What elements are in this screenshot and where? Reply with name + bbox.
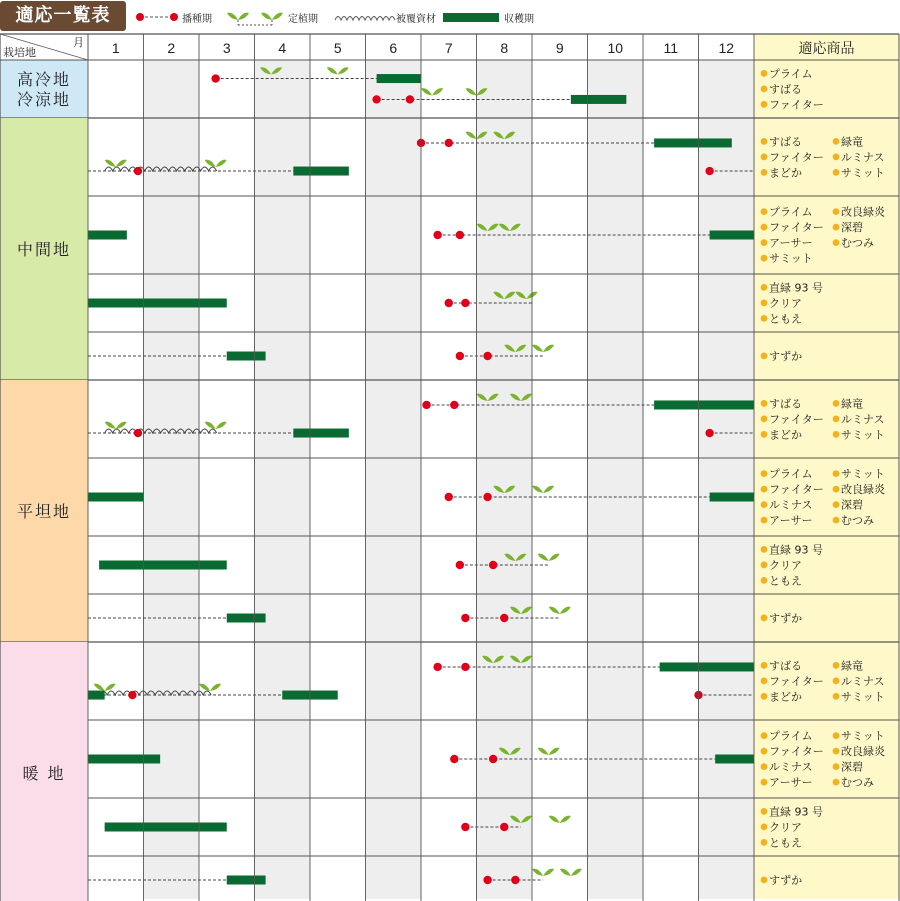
- harvest-bar: [88, 755, 160, 764]
- seedling-icon: [538, 748, 560, 755]
- product-bullet: [761, 808, 768, 815]
- product-bullet: [761, 614, 768, 621]
- product-name: まどか: [769, 166, 802, 180]
- seedling-leaves: [560, 869, 582, 876]
- month-shade-col: [477, 60, 533, 899]
- header-col-label: 月: [73, 36, 84, 49]
- product-bullet: [761, 299, 768, 306]
- sowing-dot: [134, 429, 142, 437]
- product-bullet: [833, 732, 840, 739]
- product-name: すばる: [769, 397, 802, 411]
- product-header: 適応商品: [798, 40, 855, 56]
- sowing-dot: [461, 663, 469, 671]
- product-name: すばる: [769, 82, 802, 96]
- product-name: サミット: [841, 428, 885, 442]
- sowing-dot: [422, 401, 430, 409]
- product-bullet: [761, 876, 768, 883]
- sowing-dot: [433, 231, 441, 239]
- product-name: プライム: [769, 729, 813, 743]
- seedling-leaves: [538, 554, 560, 561]
- legend-harvest-label: 収穫期: [504, 14, 534, 25]
- product-bullet: [833, 779, 840, 786]
- harvest-bar: [710, 493, 754, 502]
- harvest-bar: [88, 691, 105, 700]
- product-bullet: [761, 693, 768, 700]
- harvest-bar: [571, 95, 627, 104]
- product-name: クリア: [769, 558, 802, 572]
- product-name: ファイター: [769, 745, 824, 759]
- seedling-leaves: [327, 67, 349, 74]
- region-label-middle: 中間地: [16, 240, 72, 259]
- product-bullet: [761, 255, 768, 262]
- sowing-dot: [461, 614, 469, 622]
- product-bullet: [833, 431, 840, 438]
- product-bullet: [761, 763, 768, 770]
- harvest-bar: [715, 755, 754, 764]
- harvest-bar: [654, 138, 732, 147]
- product-bullet: [761, 486, 768, 493]
- product-name: 改良緑炎: [841, 483, 885, 497]
- product-bullet: [833, 138, 840, 145]
- month-shade-col: [144, 60, 200, 899]
- seedling-icon: [532, 345, 554, 352]
- region-label-highland: 冷涼地: [16, 90, 72, 109]
- product-name: むつみ: [841, 236, 874, 250]
- month-label-5: 5: [333, 40, 342, 56]
- product-name: むつみ: [841, 514, 874, 528]
- sowing-dot: [500, 823, 508, 831]
- sowing-dot: [445, 139, 453, 147]
- product-bullet: [761, 169, 768, 176]
- product-name: サミット: [841, 467, 885, 481]
- seedling-leaves: [538, 748, 560, 755]
- sowing-dot: [433, 663, 441, 671]
- product-bullet: [761, 839, 768, 846]
- seedling-leaves: [532, 345, 554, 352]
- seedling-leaves: [532, 869, 554, 876]
- sowing-dot: [489, 561, 497, 569]
- sowing-dot: [489, 755, 497, 763]
- product-name: 深碧: [841, 498, 863, 512]
- product-name: 直緑 93 号: [769, 805, 823, 819]
- seedling-leaves: [105, 160, 127, 167]
- sowing-dot: [456, 231, 464, 239]
- harvest-bar: [88, 493, 144, 502]
- product-name: アーサー: [769, 776, 813, 790]
- product-name: ファイター: [769, 412, 824, 426]
- month-label-10: 10: [607, 40, 624, 56]
- page-title: 適応一覧表: [0, 1, 126, 31]
- product-name: すずか: [769, 349, 803, 363]
- month-label-2: 2: [167, 40, 176, 56]
- product-bullet: [833, 486, 840, 493]
- month-label-9: 9: [555, 40, 564, 56]
- month-shade-col: [588, 60, 644, 899]
- seedling-icon: [205, 422, 227, 429]
- seedling-icon: [549, 607, 571, 614]
- month-label-12: 12: [718, 40, 735, 56]
- sowing-dot: [483, 352, 491, 360]
- seedling-icon: [560, 869, 582, 876]
- harvest-bar: [293, 167, 349, 176]
- product-name: ルミナス: [769, 760, 813, 774]
- product-bullet: [833, 224, 840, 231]
- seedling-icon: [105, 422, 127, 429]
- legend-plant-label: 定植期: [288, 14, 318, 25]
- sowing-dot: [483, 876, 491, 884]
- product-bullet: [833, 763, 840, 770]
- product-bullet: [833, 153, 840, 160]
- product-name: 直緑 93 号: [769, 543, 823, 557]
- product-bullet: [761, 517, 768, 524]
- sowing-dot: [128, 691, 136, 699]
- harvest-bar: [710, 231, 754, 240]
- product-bullet: [761, 315, 768, 322]
- product-name: すばる: [769, 659, 802, 673]
- product-name: サミット: [769, 252, 813, 266]
- product-name: ファイター: [769, 98, 824, 112]
- month-shade-col: [255, 60, 311, 899]
- month-label-3: 3: [222, 40, 231, 56]
- product-name: ファイター: [769, 150, 824, 164]
- month-label-4: 4: [278, 40, 287, 56]
- product-name: すばる: [769, 135, 802, 149]
- legend-cover-label: 被覆資材: [396, 14, 436, 25]
- product-bullet: [761, 732, 768, 739]
- product-bullet: [761, 138, 768, 145]
- product-bullet: [833, 400, 840, 407]
- sowing-dot: [211, 74, 219, 82]
- month-label-7: 7: [444, 40, 453, 56]
- seedling-icon: [327, 67, 349, 74]
- seedling-leaves: [199, 684, 221, 691]
- seedling-icon: [549, 816, 571, 823]
- product-name: すずか: [769, 611, 803, 625]
- product-bullet: [761, 501, 768, 508]
- seedling-leaves: [421, 88, 443, 95]
- product-name: ともえ: [769, 836, 802, 850]
- seedling-leaves: [205, 160, 227, 167]
- product-name: ファイター: [769, 674, 824, 688]
- product-name: サミット: [841, 690, 885, 704]
- product-bullet: [833, 415, 840, 422]
- month-label-6: 6: [389, 40, 398, 56]
- month-shade-col: [366, 60, 422, 899]
- product-name: まどか: [769, 690, 802, 704]
- product-bullet: [761, 400, 768, 407]
- harvest-bar: [654, 400, 754, 409]
- sowing-dot: [483, 493, 491, 501]
- seedling-leaves: [94, 684, 116, 691]
- product-name: むつみ: [841, 776, 874, 790]
- sowing-dot: [461, 299, 469, 307]
- product-name: すずか: [769, 873, 803, 887]
- seedling-icon: [105, 160, 127, 167]
- product-name: ファイター: [769, 221, 824, 235]
- product-bullet: [761, 546, 768, 553]
- harvest-bar: [227, 614, 266, 623]
- seedling-icon: [94, 684, 116, 691]
- product-name: プライム: [769, 67, 813, 81]
- sowing-dot: [134, 167, 142, 175]
- sowing-dot: [705, 167, 713, 175]
- seedling-icon: [421, 88, 443, 95]
- product-bullet: [761, 284, 768, 291]
- product-bullet: [761, 70, 768, 77]
- product-name: サミット: [841, 729, 885, 743]
- region-label-plain: 平坦地: [16, 502, 72, 521]
- seedling-leaves: [532, 486, 554, 493]
- product-name: 直緑 93 号: [769, 281, 823, 295]
- sowing-dot: [500, 614, 508, 622]
- seedling-icon: [199, 684, 221, 691]
- sowing-dot: [705, 429, 713, 437]
- sowing-dot: [445, 493, 453, 501]
- sowing-dot: [511, 876, 519, 884]
- product-name: 緑竜: [841, 397, 863, 411]
- product-name: クリア: [769, 296, 802, 310]
- product-name: ルミナス: [769, 498, 813, 512]
- product-bullet: [833, 517, 840, 524]
- harvest-bar: [227, 876, 266, 885]
- product-bullet: [761, 101, 768, 108]
- product-bullet: [761, 224, 768, 231]
- product-name: 改良緑炎: [841, 745, 885, 759]
- product-bullet: [833, 693, 840, 700]
- product-name: アーサー: [769, 514, 813, 528]
- month-label-1: 1: [111, 40, 120, 56]
- product-name: クリア: [769, 820, 802, 834]
- sowing-dot: [461, 823, 469, 831]
- seedling-icon: [532, 869, 554, 876]
- product-name: 緑竜: [841, 135, 863, 149]
- product-name: 深碧: [841, 221, 863, 235]
- product-bullet: [761, 662, 768, 669]
- product-bullet: [761, 577, 768, 584]
- product-name: ルミナス: [841, 412, 885, 426]
- product-name: ファイター: [769, 483, 824, 497]
- seedling-leaves: [205, 422, 227, 429]
- product-bullet: [761, 823, 768, 830]
- seedling-leaves: [105, 422, 127, 429]
- product-bullet: [761, 561, 768, 568]
- header-row-label: 栽培地: [3, 46, 36, 59]
- product-bullet: [833, 501, 840, 508]
- product-bullet: [761, 431, 768, 438]
- seedling-icon: [205, 160, 227, 167]
- product-name: アーサー: [769, 236, 813, 250]
- product-bullet: [761, 415, 768, 422]
- month-label-8: 8: [500, 40, 509, 56]
- product-name: まどか: [769, 428, 802, 442]
- seedling-leaves: [549, 816, 571, 823]
- product-bullet: [833, 677, 840, 684]
- harvest-bar: [660, 662, 754, 671]
- seedling-leaves: [549, 607, 571, 614]
- product-name: プライム: [769, 467, 813, 481]
- seedling-icon: [538, 554, 560, 561]
- product-bullet: [761, 779, 768, 786]
- product-name: プライム: [769, 205, 813, 219]
- product-name: 深碧: [841, 760, 863, 774]
- product-bullet: [833, 239, 840, 246]
- month-label-11: 11: [663, 40, 679, 56]
- product-bullet: [833, 208, 840, 215]
- product-name: ともえ: [769, 312, 802, 326]
- region-label-highland: 高冷地: [16, 70, 72, 89]
- product-bullet: [761, 153, 768, 160]
- sowing-dot: [450, 755, 458, 763]
- sowing-dot: [406, 95, 414, 103]
- harvest-bar: [105, 823, 227, 832]
- product-bullet: [761, 352, 768, 359]
- product-bullet: [761, 470, 768, 477]
- product-bullet: [833, 748, 840, 755]
- product-bullet: [761, 748, 768, 755]
- harvest-bar: [377, 74, 421, 83]
- sowing-dot: [445, 299, 453, 307]
- region-cell-highland: [0, 60, 88, 118]
- sowing-dot: [456, 561, 464, 569]
- month-shade-col: [699, 60, 755, 899]
- product-bullet: [761, 239, 768, 246]
- product-name: 改良緑炎: [841, 205, 885, 219]
- product-name: 緑竜: [841, 659, 863, 673]
- seedling-icon: [532, 486, 554, 493]
- product-bullet: [833, 470, 840, 477]
- product-name: ルミナス: [841, 674, 885, 688]
- sowing-dot: [456, 352, 464, 360]
- product-bullet: [833, 169, 840, 176]
- harvest-bar: [88, 231, 127, 240]
- harvest-bar: [88, 299, 227, 308]
- harvest-bar: [293, 429, 349, 438]
- product-bullet: [761, 85, 768, 92]
- product-name: サミット: [841, 166, 885, 180]
- sowing-dot: [450, 401, 458, 409]
- product-bullet: [761, 208, 768, 215]
- legend-sow-label: 播種期: [182, 14, 212, 25]
- region-label-warm: 暖 地: [22, 764, 66, 783]
- product-name: ともえ: [769, 574, 802, 588]
- product-name: ルミナス: [841, 150, 885, 164]
- product-bullet: [761, 677, 768, 684]
- harvest-bar: [99, 561, 227, 570]
- sowing-dot: [372, 95, 380, 103]
- harvest-bar: [227, 352, 266, 361]
- product-bullet: [833, 662, 840, 669]
